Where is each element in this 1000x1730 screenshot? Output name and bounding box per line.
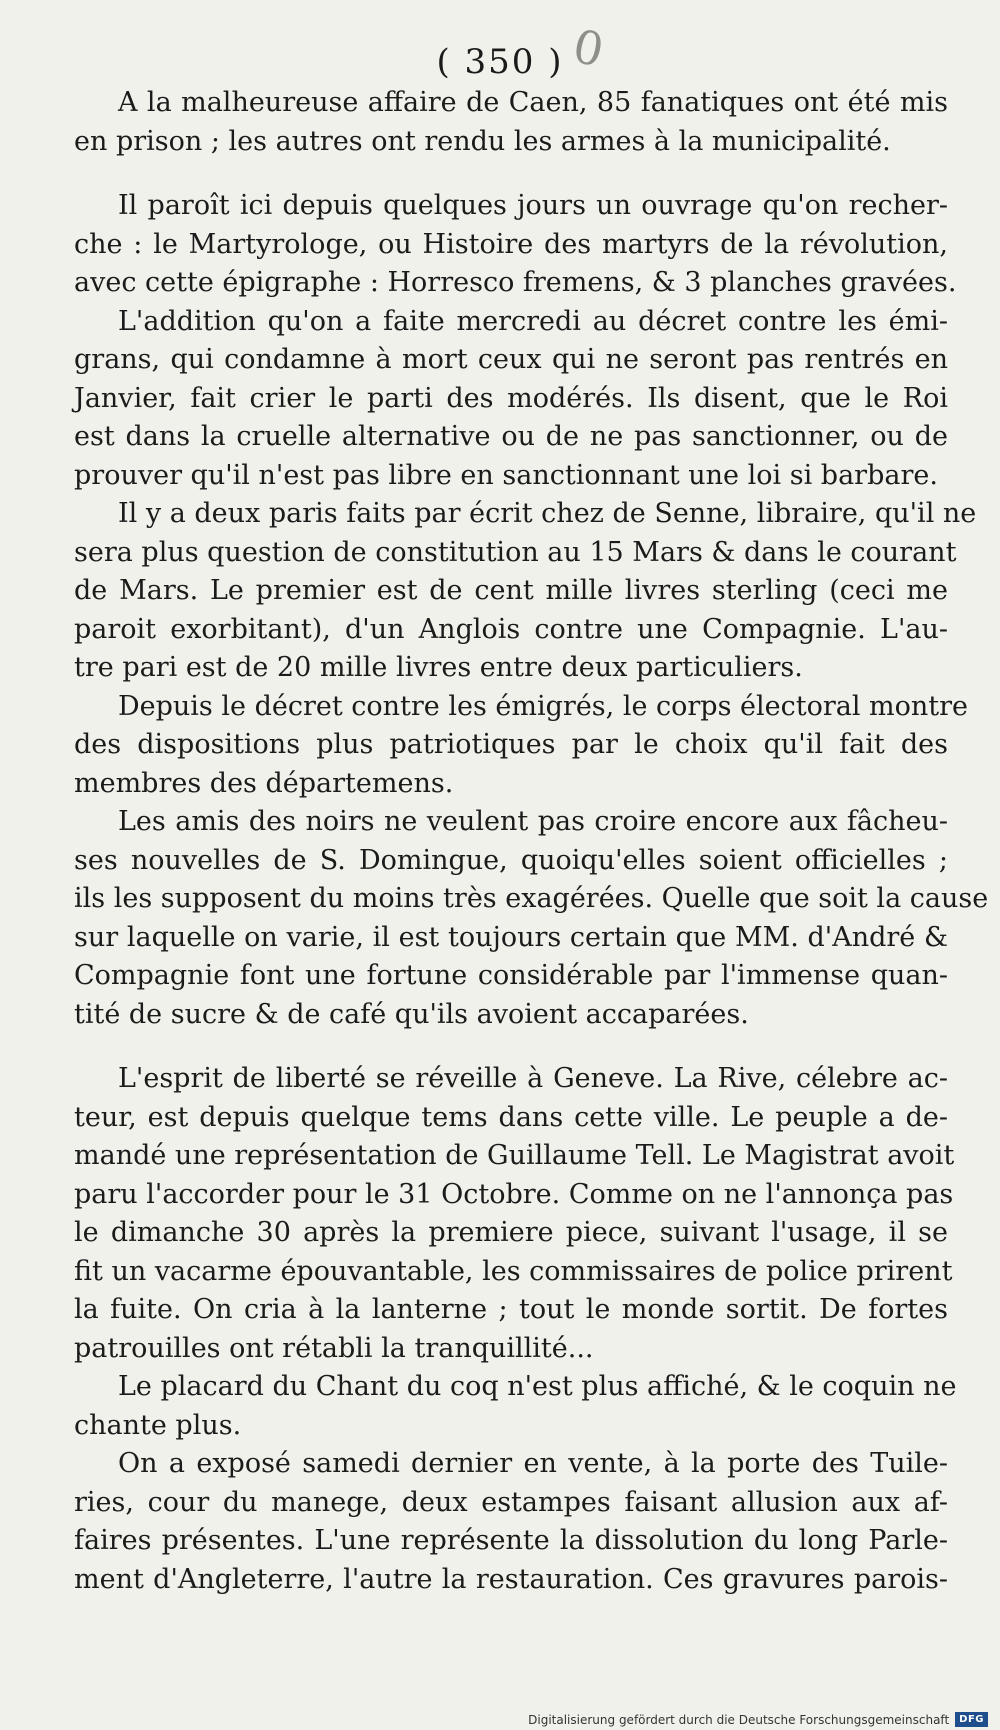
dfg-logo: DFG <box>955 1712 988 1727</box>
paragraph <box>74 803 989 1034</box>
text-line: faires présentes. L'une représente la dissolution du long Parle- <box>74 1525 948 1556</box>
text-line: sur laquelle on varie, il est toujours certain que MM. d'André & <box>74 921 948 953</box>
paragraph <box>74 84 948 161</box>
digitization-credit <box>528 1712 988 1727</box>
text-line: avec cette épigraphe : Horresco fremens, & 3 planches gravées. <box>74 267 957 298</box>
text-line: fit un vacarme épouvantable, les commissaires de police prirent <box>74 1255 953 1287</box>
text-line: paroit exorbitant), d'un Anglois contre une Compagnie. L'au- <box>74 613 948 645</box>
text-line: ment d'Angleterre, l'autre la restauration. Ces gravures parois- <box>74 1563 948 1595</box>
text-line: sera plus question de constitution au 15 Mars & dans le courant <box>74 536 957 568</box>
text-line: de Mars. Le premier est de cent mille livres sterling (ceci me <box>74 575 948 606</box>
text-line: des dispositions plus patriotiques par le choix qu'il fait des <box>74 729 948 760</box>
paragraph <box>74 1445 948 1599</box>
text-line: tité de sucre & de café qu'ils avoient accaparées. <box>74 998 749 1030</box>
text-line: patrouilles ont rétabli la tranquillité... <box>74 1332 594 1364</box>
paragraph <box>74 495 977 688</box>
text-line: Les amis des noirs ne veulent pas croire encore aux fâcheu- <box>118 806 948 837</box>
paragraph <box>74 1060 955 1368</box>
page-number: ( 350 ) <box>436 42 564 82</box>
credit-text: Digitalisierung gefördert durch die Deutsche Forschungsgemeinschaft <box>528 1712 950 1727</box>
text-line: chante plus. <box>74 1409 242 1441</box>
text-line: ils les supposent du moins très exagérées. Quelle que soit la cause <box>74 883 989 914</box>
paragraph <box>74 187 957 303</box>
text-line: paru l'accorder pour le 31 Octobre. Comme on ne l'annonça pas <box>74 1178 954 1210</box>
text-line: la fuite. On cria à la lanterne ; tout le monde sortit. De fortes <box>74 1294 948 1325</box>
text-line: tre pari est de 20 mille livres entre deux particuliers. <box>74 652 803 683</box>
text-line: L'esprit de liberté se réveille à Geneve. La Rive, célebre ac- <box>118 1063 948 1094</box>
article-body <box>74 84 989 1599</box>
text-line: teur, est depuis quelque tems dans cette ville. Le peuple a de- <box>74 1101 948 1133</box>
text-line: ses nouvelles de S. Domingue, quoiqu'elles soient officielles ; <box>74 844 948 876</box>
text-line: Le placard du Chant du coq n'est plus affiché, & le coquin ne <box>118 1371 957 1402</box>
handwritten-margin-mark: 0 <box>568 18 609 78</box>
text-line: Il y a deux paris faits par écrit chez de Senne, libraire, qu'il ne <box>118 498 977 529</box>
text-line: est dans la cruelle alternative ou de ne pas sanctionner, ou de <box>74 421 948 452</box>
paragraph <box>74 688 969 804</box>
text-line: Il paroît ici depuis quelques jours un ouvrage qu'on recher- <box>118 190 948 221</box>
text-line: L'addition qu'on a faite mercredi au décret contre les émi- <box>118 305 948 337</box>
text-line: le dimanche 30 après la premiere piece, suivant l'usage, il se <box>74 1217 948 1248</box>
text-line: On a exposé samedi dernier en vente, à la porte des Tuile- <box>118 1448 948 1479</box>
text-line: che : le Martyrologe, ou Histoire des martyrs de la révolution, <box>74 228 948 260</box>
text-line: Janvier, fait crier le parti des modérés. Ils disent, que le Roi <box>74 382 948 414</box>
text-line: ries, cour du manege, deux estampes faisant allusion aux af- <box>74 1486 948 1518</box>
text-line: Depuis le décret contre les émigrés, le corps électoral montre <box>118 690 969 722</box>
text-line: mandé une représentation de Guillaume Tell. Le Magistrat avoit <box>74 1140 955 1171</box>
text-line: prouver qu'il n'est pas libre en sanctionnant une loi si barbare. <box>74 459 938 491</box>
text-line: Compagnie font une fortune considérable par l'immense quan- <box>74 960 948 991</box>
text-line: en prison ; les autres ont rendu les armes à la municipalité. <box>74 125 891 157</box>
paragraph <box>74 303 948 496</box>
paragraph <box>74 1368 957 1445</box>
text-line: membres des départemens. <box>74 767 454 799</box>
text-line: A la malheureuse affaire de Caen, 85 fanatiques ont été mis <box>118 87 948 118</box>
page-header <box>0 42 1000 82</box>
text-line: grans, qui condamne à mort ceux qui ne seront pas rentrés en <box>74 344 948 375</box>
